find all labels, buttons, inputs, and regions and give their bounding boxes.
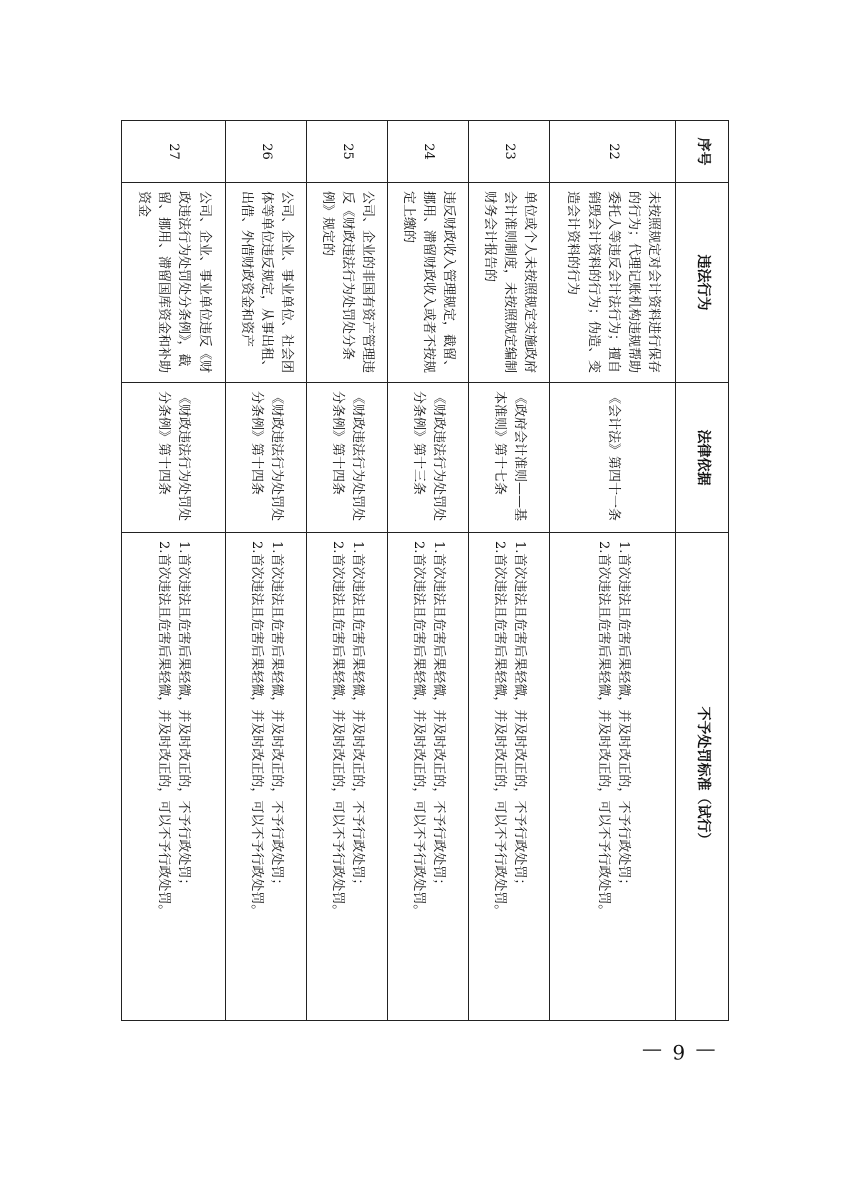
row-basis: 《财政违法行为处罚处分条例》第十四条 bbox=[122, 383, 226, 533]
row-seq: 22 bbox=[550, 121, 676, 183]
row-standard bbox=[122, 533, 226, 1021]
row-standard bbox=[306, 533, 387, 1021]
table-row bbox=[550, 121, 676, 1021]
standard-line: 2.首次违法且危害后果轻微，并及时改正的，可以不予行政处罚。 bbox=[410, 541, 426, 918]
row-seq: 24 bbox=[387, 121, 468, 183]
standard-line: 1.首次违法且危害后果轻微，并及时改正的，不予行政处罚； bbox=[615, 541, 631, 892]
standard-line: 2.首次违法且危害后果轻微，并及时改正的，可以不予行政处罚。 bbox=[248, 541, 264, 918]
header-standard: 不予处罚标准（试行） bbox=[676, 533, 729, 1021]
row-seq: 25 bbox=[306, 121, 387, 183]
penalty-table bbox=[121, 120, 729, 1021]
header-category: 违法行为 bbox=[676, 183, 729, 383]
row-seq: 23 bbox=[469, 121, 550, 183]
row-category: 公司、企业、事业单位、社会团体等单位违反规定，从事出租、出借、外借财政资金和资产 bbox=[225, 183, 306, 383]
table-row bbox=[387, 121, 468, 1021]
row-standard bbox=[550, 533, 676, 1021]
page-number: — 6 — bbox=[640, 1040, 716, 1064]
standard-line: 1.首次违法且危害后果轻微，并及时改正的，不予行政处罚； bbox=[349, 541, 365, 892]
row-basis: 《财政违法行为处罚处分条例》第十四条 bbox=[225, 383, 306, 533]
row-standard bbox=[225, 533, 306, 1021]
row-category: 单位或个人未按照规定实施政府会计准则制度，未按照规定编制财务会计报告的 bbox=[469, 183, 550, 383]
table-row bbox=[469, 121, 550, 1021]
standard-line: 1.首次违法且危害后果轻微，并及时改正的，不予行政处罚； bbox=[268, 541, 284, 892]
header-seq: 序号 bbox=[676, 121, 729, 183]
row-category: 未按照规定对会计资料进行保存的行为；代理记账机构违规帮助委托人等违反会计法行为；擅自销毁会计资料的行为；伪造、变造会计资料的行为 bbox=[550, 183, 676, 383]
row-basis: 《会计法》第四十一条 bbox=[550, 383, 676, 533]
row-category: 公司、企业的非国有资产管理违反《财政违法行为处罚处分条例》规定的 bbox=[306, 183, 387, 383]
standard-line: 1.首次违法且危害后果轻微，并及时改正的，不予行政处罚； bbox=[431, 541, 447, 892]
row-seq: 27 bbox=[122, 121, 226, 183]
table-header-row bbox=[676, 121, 729, 1021]
table-row bbox=[225, 121, 306, 1021]
table-row bbox=[122, 121, 226, 1021]
row-standard bbox=[387, 533, 468, 1021]
standard-line: 2.首次违法且危害后果轻微，并及时改正的，可以不予行政处罚。 bbox=[595, 541, 611, 918]
standard-line: 1.首次违法且危害后果轻微，并及时改正的，不予行政处罚； bbox=[512, 541, 528, 892]
row-basis: 《财政违法行为处罚处分条例》第十四条 bbox=[306, 383, 387, 533]
row-seq: 26 bbox=[225, 121, 306, 183]
table-row bbox=[306, 121, 387, 1021]
header-basis: 法律依据 bbox=[676, 383, 729, 533]
standard-line: 1.首次违法且危害后果轻微，并及时改正的，不予行政处罚； bbox=[176, 541, 192, 892]
row-category: 公司、企业、事业单位违反《财政违法行为处罚处分条例》，截留、挪用、滞留国库资金和补助资金 bbox=[122, 183, 226, 383]
standard-line: 2.首次违法且危害后果轻微，并及时改正的，可以不予行政处罚。 bbox=[492, 541, 508, 918]
row-category: 违反财政收入管理规定，截留、挪用、滞留财政收入或者不按规定上缴的 bbox=[387, 183, 468, 383]
penalty-table-container bbox=[121, 120, 729, 1020]
row-basis: 《政府会计准则——基本准则》第十七条 bbox=[469, 383, 550, 533]
row-basis: 《财政违法行为处罚处分条例》第十三条 bbox=[387, 383, 468, 533]
row-standard bbox=[469, 533, 550, 1021]
standard-line: 2.首次违法且危害后果轻微，并及时改正的，可以不予行政处罚。 bbox=[156, 541, 172, 918]
standard-line: 2.首次违法且危害后果轻微，并及时改正的，可以不予行政处罚。 bbox=[329, 541, 345, 918]
